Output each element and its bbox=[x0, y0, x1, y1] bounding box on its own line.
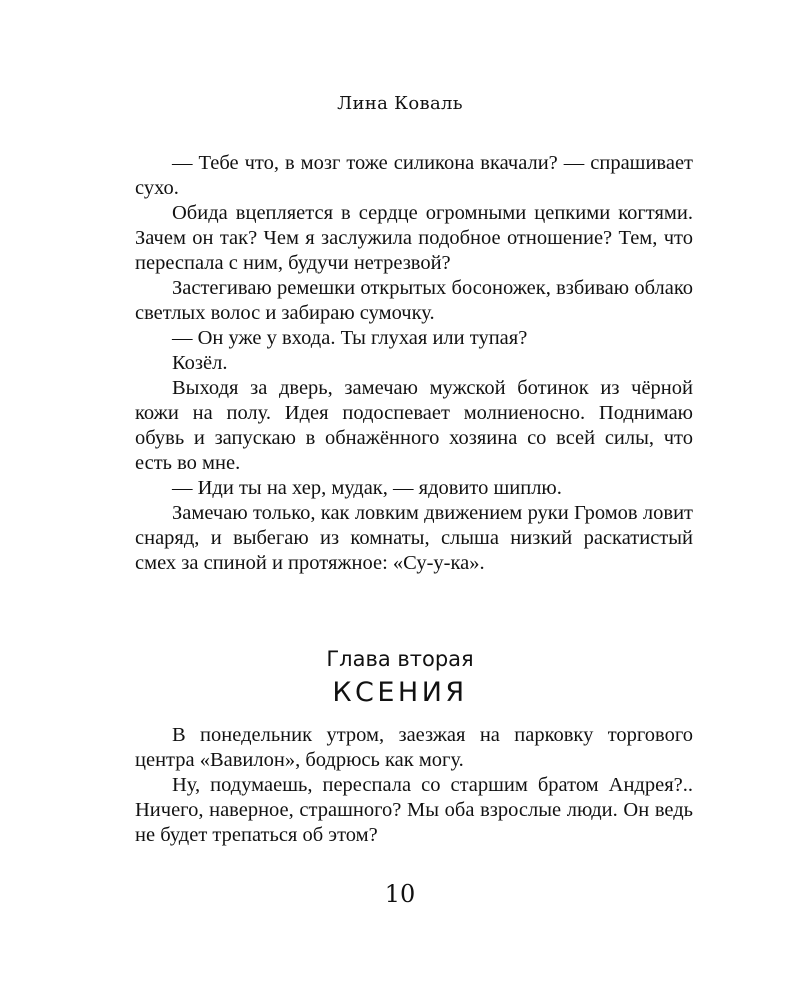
text-block-before-chapter bbox=[135, 151, 693, 576]
chapter-label: Глава вторая bbox=[326, 647, 474, 671]
paragraph: — Он уже у входа. Ты глухая или тупая? bbox=[172, 327, 528, 349]
page-number: 10 bbox=[384, 880, 416, 908]
running-head-author: Лина Коваль bbox=[337, 93, 463, 114]
paragraph: В понедельник утром, заезжая на парковку торгового центра «Вавилон», бодрюсь как могу. bbox=[135, 724, 693, 771]
paragraph: Застегиваю ремешки открытых босоножек, взбиваю облако светлых волос и забираю сумочку. bbox=[135, 277, 693, 324]
paragraph: Ну, подумаешь, переспала со старшим братом Андрея?.. Ничего, наверное, страшного? Мы оба взрослые люди. Он ведь не будет трепаться об этом? bbox=[135, 774, 693, 846]
paragraph: — Иди ты на хер, мудак, — ядовито шиплю. bbox=[172, 477, 562, 499]
paragraph: Козёл. bbox=[172, 352, 228, 374]
paragraph: — Тебе что, в мозг тоже силикона вкачали? — спрашивает сухо. bbox=[135, 152, 693, 199]
chapter-title: КСЕНИЯ bbox=[332, 677, 468, 708]
paragraph: Замечаю только, как ловким движением руки Громов ловит снаряд, и выбегаю из комнаты, слыша низкий раскатистый смех за спиной и протяжное: «Су-у-ка». bbox=[135, 502, 693, 574]
paragraph: Выходя за дверь, замечаю мужской ботинок из чёрной кожи на полу. Идея подоспевает молниеносно. Поднимаю обувь и запускаю в обнажённого хозяина со всей силы, что есть во мне. bbox=[135, 377, 693, 474]
paragraph: Обида вцепляется в сердце огромными цепкими когтями. Зачем он так? Чем я заслужила подобное отношение? Тем, что переспала с ним, будучи нетрезвой? bbox=[135, 202, 693, 274]
text-block-chapter-start bbox=[135, 723, 693, 848]
